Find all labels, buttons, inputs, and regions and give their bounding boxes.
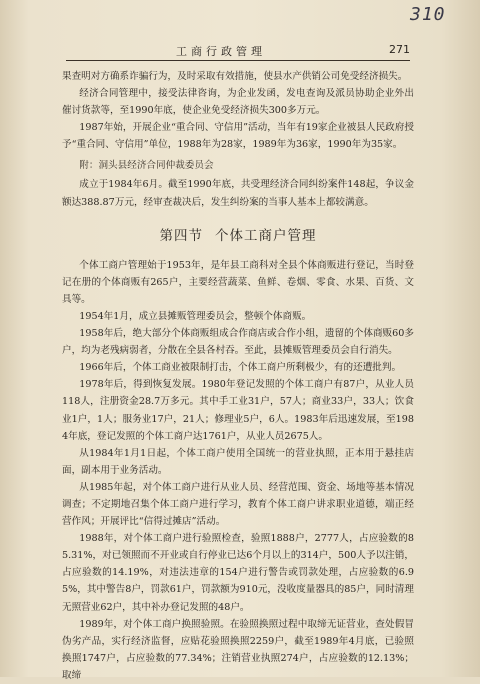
section-number: 第四节 — [159, 227, 203, 244]
section-paragraph-4: 1966年后，个体工商业被限制打击，个体工商户所剩极少，有的还遭批判。 — [79, 362, 402, 374]
running-header — [66, 42, 410, 61]
section-paragraph-1: 个体工商户管理始于1953年，是年县工商科对全县个体商贩进行登记，当时登记在册的个体商贩有265户，主要经营蔬菜、鱼鲜、卷烟、零食、水果、百货、文具等。 — [62, 259, 414, 305]
paragraph-1: 果查明对方确系诈骗行为，及时采取有效措施，使县水产供销公司免受经济损失。 — [62, 71, 408, 82]
handwritten-page-number: 310 — [410, 4, 446, 25]
section-paragraph-6: 从1984年1月1日起，个体工商户使用全国统一的营业执照，正本用于悬挂店面，副本用于业务活动。 — [62, 447, 414, 476]
page-body — [62, 68, 414, 684]
section-paragraph-5: 1978年后，得到恢复发展。1980年登记发照的个体工商户有87户，从业人员118人，注册资金28.7万多元。其中手工业31户，57人；商业33户，33人；饮食业1户，1人；服务业17户，21人；修理业5户，6人。1983年后迅速发展，至1984年底，登记发照的个体工商户达1761户，从业人员2675人。 — [62, 379, 414, 442]
appendix-paragraph: 成立于1984年6月。截至1990年底，共受理经济合同纠纷案件148起，争议金额达388.87万元，经审查裁决后，发生纠纷案的当事人基本上都较满意。 — [62, 179, 414, 208]
section-paragraph-3: 1958年后，绝大部分个体商贩组成合作商店或合作小组，遗留的个体商贩60多户，均为老残病弱者，分散在全县各村吞。至此，县摊贩管理委员会自行消失。 — [62, 328, 414, 357]
section-heading — [62, 225, 414, 247]
section-paragraph-7: 从1985年起，对个体工商户进行从业人员、经营范围、资金、场地等基本情况调查；不定期地召集个体工商户进行学习，教育个体工商户讲求职业道德，端正经营作风；开展评比“信得过摊店”活动。 — [62, 481, 414, 528]
paragraph-2: 经济合同管理中，接受法律咨询，为企业发函，发电查询及派员协助企业外出催讨货款等，至1990年底，使企业免受经济损失300多万元。 — [62, 88, 414, 117]
section-paragraph-8: 1988年，对个体工商户进行验照检查，验照1888户，2777人，占应验数的85.31%，对已领照而不开业或自行停业已达6个月以上的314户，500人予以注销，占应验数的14.19%，对违法违章的154户进行警告或罚款处理，占应验数的6.95%，其中警告8户，罚款61户，罚款额为910元，没收度量器具的85户，同时清理无照营业62户，其中补办登记发照的48户。 — [62, 533, 414, 613]
paragraph-3: 1987年始，开展企业“重合同、守信用”活动，当年有19家企业被县人民政府授予“重合同、守信用”单位，1988年为28家，1989年为36家，1990年为35家。 — [62, 122, 414, 151]
header-title: 工商行政管理 — [176, 45, 266, 58]
section-title: 个体工商户管理 — [215, 227, 317, 244]
appendix-heading: 附：洞头县经济合同仲裁委员会 — [79, 160, 214, 172]
section-paragraph-2: 1954年1月，成立县摊贩管理委员会，整顿个体商贩。 — [79, 310, 312, 322]
header-page-number: 271 — [389, 43, 410, 56]
section-paragraph-9: 1989年，对个体工商户换照验照。在验照换照过程中取缔无证营业，查处假冒伪劣产品，实行经济监督，应贴花验照换照2259户，截至1989年4月底，已验照换照1747户，占应验数的77.34%；注销营业执照274户，占应验数的12.13%；取缔 — [62, 618, 414, 681]
